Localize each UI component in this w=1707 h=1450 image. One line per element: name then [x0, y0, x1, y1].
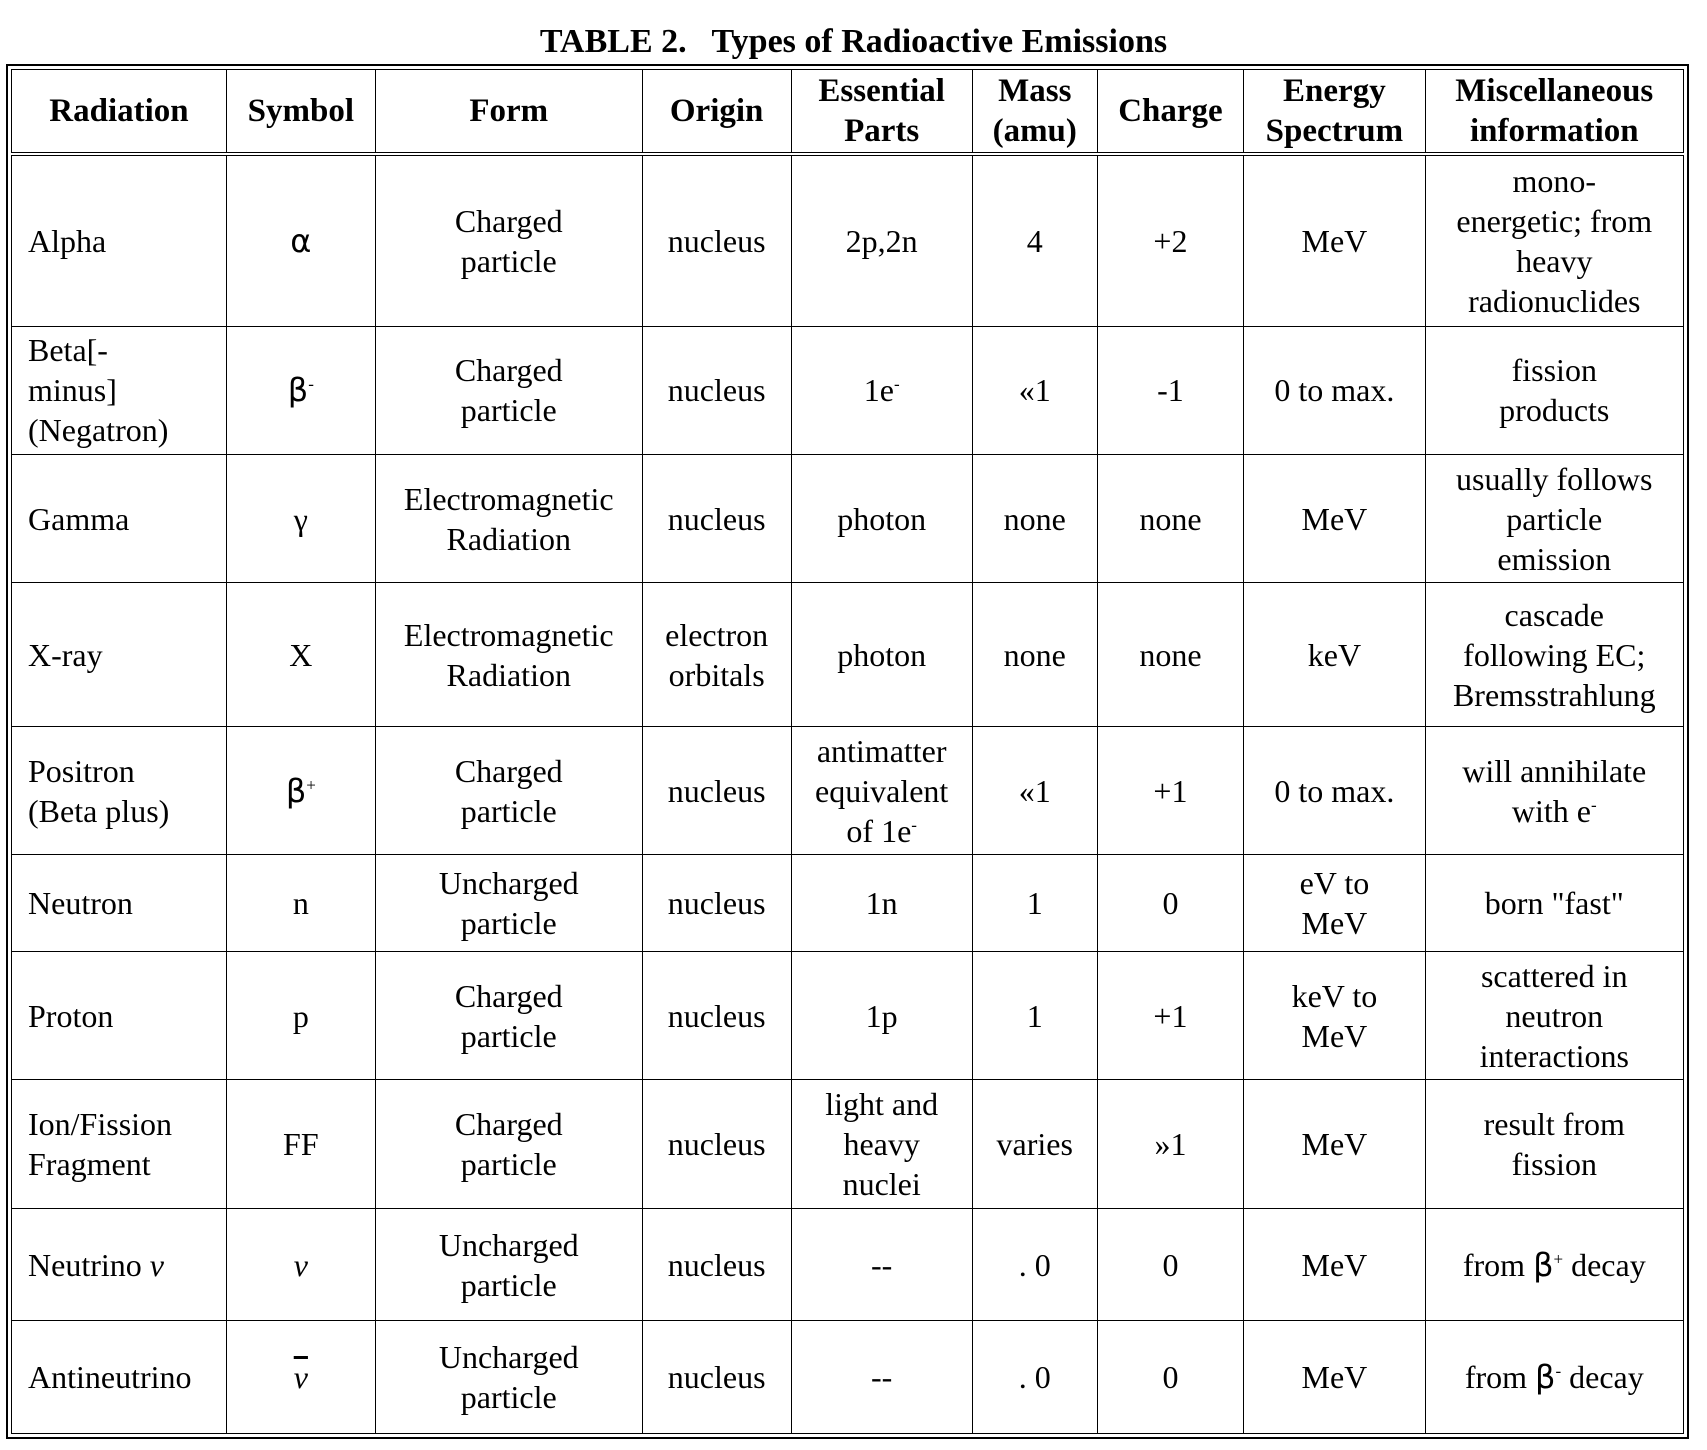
cell-charge: 0	[1097, 1208, 1244, 1321]
form-line: particle	[460, 242, 557, 279]
table-row	[12, 1208, 1684, 1321]
parts-line: 1e	[863, 372, 894, 409]
cell-misc	[1425, 455, 1683, 583]
cell-origin	[642, 154, 791, 327]
misc-line: fission	[1511, 1146, 1597, 1183]
origin-line: nucleus	[667, 372, 766, 409]
cell-energy	[1244, 726, 1425, 854]
cell-radiation	[12, 726, 227, 854]
cell-radiation	[12, 1208, 227, 1321]
cell-energy	[1244, 154, 1425, 327]
cell-essential-parts	[791, 1208, 972, 1321]
misc-line: from β- decay	[1464, 1358, 1644, 1397]
cell-mass: . 0	[972, 1208, 1097, 1321]
cell-symbol	[226, 326, 375, 454]
symbol-glyph: v	[293, 1246, 308, 1283]
header-misc-info	[1425, 70, 1683, 154]
cell-charge: none	[1097, 455, 1244, 583]
cell-essential-parts	[791, 726, 972, 854]
energy-line: eV to	[1299, 865, 1370, 902]
misc-line: Bremsstrahlung	[1452, 676, 1656, 713]
cell-symbol	[226, 855, 375, 952]
radiation-line: Proton	[28, 997, 114, 1034]
misc-line: result from	[1483, 1106, 1625, 1143]
header-essential-parts-line1: Essential	[818, 72, 945, 109]
cell-mass: . 0	[972, 1321, 1097, 1434]
symbol-glyph: X	[289, 636, 313, 673]
header-energy-line2: Spectrum	[1265, 112, 1404, 149]
cell-form	[375, 154, 642, 327]
energy-line: MeV	[1301, 905, 1368, 942]
cell-radiation	[12, 1321, 227, 1434]
misc-line: from β+ decay	[1462, 1245, 1646, 1284]
cell-energy	[1244, 455, 1425, 583]
form-line: Uncharged	[438, 1339, 579, 1376]
cell-charge: -1	[1097, 326, 1244, 454]
header-mass-line2: (amu)	[992, 112, 1077, 149]
radiation-line: Fragment	[28, 1146, 151, 1183]
misc-line: particle	[1506, 500, 1603, 537]
form-line: particle	[460, 1266, 557, 1303]
misc-line: energetic; from	[1456, 202, 1653, 239]
parts-line: nuclei	[842, 1166, 921, 1203]
form-line: Charged	[454, 202, 563, 239]
cell-mass: 1	[972, 855, 1097, 952]
table-row	[12, 326, 1684, 454]
parts-line: heavy	[843, 1126, 920, 1163]
misc-line: following EC;	[1463, 636, 1646, 673]
form-line: Radiation	[446, 656, 571, 693]
form-line: Electromagnetic	[403, 480, 614, 517]
cell-radiation	[12, 1080, 227, 1208]
cell-energy	[1244, 326, 1425, 454]
energy-line: MeV	[1301, 222, 1368, 259]
form-line: Radiation	[446, 520, 571, 557]
cell-mass: 1	[972, 951, 1097, 1079]
cell-misc	[1425, 583, 1683, 726]
parts-line: photon	[837, 636, 927, 673]
cell-energy	[1244, 951, 1425, 1079]
cell-form	[375, 726, 642, 854]
cell-charge: +2	[1097, 154, 1244, 327]
origin-line: nucleus	[667, 1246, 766, 1283]
cell-mass: none	[972, 455, 1097, 583]
origin-line: nucleus	[667, 1126, 766, 1163]
header-radiation: Radiation	[12, 70, 227, 154]
cell-radiation	[12, 154, 227, 327]
cell-charge: 0	[1097, 855, 1244, 952]
misc-line: products	[1499, 392, 1610, 429]
symbol-glyph: α	[290, 221, 312, 260]
parts-line: --	[871, 1359, 893, 1396]
cell-charge: 0	[1097, 1321, 1244, 1434]
header-charge: Charge	[1097, 70, 1244, 154]
misc-line: fission	[1511, 352, 1597, 389]
form-line: particle	[460, 392, 557, 429]
form-line: Charged	[454, 1106, 563, 1143]
cell-symbol	[226, 583, 375, 726]
cell-essential-parts	[791, 855, 972, 952]
cell-energy	[1244, 855, 1425, 952]
table-body	[12, 154, 1684, 1434]
header-row	[12, 70, 1684, 154]
cell-misc	[1425, 154, 1683, 327]
table-row	[12, 583, 1684, 726]
cell-mass: 4	[972, 154, 1097, 327]
header-essential-parts	[791, 70, 972, 154]
radiation-line: Antineutrino	[28, 1359, 192, 1396]
header-mass-line1: Mass	[998, 72, 1072, 109]
cell-form	[375, 455, 642, 583]
misc-line: mono-	[1512, 162, 1597, 199]
cell-form	[375, 1321, 642, 1434]
cell-radiation	[12, 583, 227, 726]
cell-misc	[1425, 1321, 1683, 1434]
radiation-line: (Negatron)	[28, 412, 169, 449]
radiation-line: (Beta plus)	[28, 792, 170, 829]
cell-origin	[642, 1321, 791, 1434]
cell-energy	[1244, 1080, 1425, 1208]
energy-line: 0 to max.	[1274, 372, 1395, 409]
cell-mass: varies	[972, 1080, 1097, 1208]
misc-line: cascade	[1504, 596, 1604, 633]
misc-line: usually follows	[1456, 460, 1653, 497]
table-row	[12, 1080, 1684, 1208]
form-line: Charged	[454, 752, 563, 789]
header-misc-line1: Miscellaneous	[1455, 72, 1654, 109]
cell-essential-parts	[791, 326, 972, 454]
cell-origin	[642, 583, 791, 726]
symbol-glyph: p	[292, 997, 309, 1034]
parts-line: equivalent	[815, 772, 949, 809]
cell-radiation	[12, 951, 227, 1079]
parts-superscript: -	[893, 374, 900, 394]
cell-origin	[642, 726, 791, 854]
origin-line: nucleus	[667, 1359, 766, 1396]
cell-essential-parts	[791, 1321, 972, 1434]
cell-charge: +1	[1097, 951, 1244, 1079]
cell-misc	[1425, 1208, 1683, 1321]
misc-superscript: -	[1590, 794, 1597, 814]
cell-misc	[1425, 855, 1683, 952]
form-line: particle	[460, 905, 557, 942]
origin-line: orbitals	[668, 656, 765, 693]
misc-line: emission	[1497, 540, 1612, 577]
symbol-superscript: -	[308, 374, 314, 394]
cell-essential-parts	[791, 154, 972, 327]
misc-line: neutron	[1505, 997, 1604, 1034]
cell-form	[375, 855, 642, 952]
cell-essential-parts	[791, 951, 972, 1079]
energy-line: keV	[1307, 636, 1362, 673]
cell-symbol	[226, 455, 375, 583]
misc-line: heavy	[1516, 242, 1593, 279]
parts-line: of 1e	[846, 812, 912, 849]
header-essential-parts-line2: Parts	[844, 112, 920, 149]
cell-essential-parts	[791, 455, 972, 583]
cell-form	[375, 583, 642, 726]
parts-line: 2p,2n	[845, 222, 918, 259]
cell-radiation	[12, 855, 227, 952]
symbol-glyph: γ	[293, 500, 308, 537]
radiation-line: X-ray	[28, 636, 103, 673]
header-energy-spectrum	[1244, 70, 1425, 154]
symbol-glyph: $\overline{v}$	[293, 1359, 308, 1396]
origin-line: nucleus	[667, 222, 766, 259]
header-misc-line2: information	[1469, 112, 1639, 149]
misc-line: with e	[1511, 792, 1591, 829]
cell-energy	[1244, 583, 1425, 726]
cell-form	[375, 326, 642, 454]
cell-origin	[642, 1080, 791, 1208]
cell-origin	[642, 951, 791, 1079]
cell-radiation	[12, 455, 227, 583]
form-line: particle	[460, 1017, 557, 1054]
cell-mass: «1	[972, 326, 1097, 454]
form-line: Uncharged	[438, 865, 579, 902]
cell-form	[375, 1080, 642, 1208]
cell-form	[375, 951, 642, 1079]
table-row	[12, 1321, 1684, 1434]
form-line: particle	[460, 1146, 557, 1183]
cell-symbol	[226, 1080, 375, 1208]
symbol-glyph: n	[292, 885, 309, 922]
parts-line: photon	[837, 500, 927, 537]
cell-origin	[642, 855, 791, 952]
table-row	[12, 951, 1684, 1079]
header-form: Form	[375, 70, 642, 154]
cell-symbol	[226, 1208, 375, 1321]
cell-radiation	[12, 326, 227, 454]
parts-line: antimatter	[816, 732, 947, 769]
cell-essential-parts	[791, 1080, 972, 1208]
radiation-line: Beta[-	[28, 332, 108, 369]
radiation-line: Neutrino v	[28, 1246, 164, 1283]
cell-misc	[1425, 326, 1683, 454]
cell-misc	[1425, 1080, 1683, 1208]
cell-charge: »1	[1097, 1080, 1244, 1208]
cell-mass: «1	[972, 726, 1097, 854]
form-line: Electromagnetic	[403, 616, 614, 653]
table-caption: TABLE 2. Types of Radioactive Emissions	[539, 23, 1168, 60]
radiation-line: Alpha	[28, 222, 107, 259]
energy-line: MeV	[1301, 1359, 1368, 1396]
energy-line: MeV	[1301, 1017, 1368, 1054]
parts-line: 1p	[865, 997, 898, 1034]
misc-line: interactions	[1479, 1037, 1629, 1074]
header-mass	[972, 70, 1097, 154]
cell-origin	[642, 326, 791, 454]
radiation-line: minus]	[28, 372, 117, 409]
symbol-glyph: β	[285, 771, 307, 810]
parts-line: --	[871, 1246, 893, 1283]
cell-charge: none	[1097, 583, 1244, 726]
energy-line: 0 to max.	[1274, 772, 1395, 809]
origin-line: nucleus	[667, 885, 766, 922]
emissions-table	[11, 69, 1684, 1434]
origin-line: nucleus	[667, 997, 766, 1034]
cell-form	[375, 1208, 642, 1321]
cell-essential-parts	[791, 583, 972, 726]
cell-charge: +1	[1097, 726, 1244, 854]
radiation-line: Neutron	[28, 885, 133, 922]
energy-line: MeV	[1301, 500, 1368, 537]
form-line: Charged	[454, 977, 563, 1014]
table-frame	[6, 64, 1689, 1439]
origin-line: electron	[665, 616, 769, 653]
misc-line: born "fast"	[1484, 885, 1624, 922]
form-line: particle	[460, 1379, 557, 1416]
form-line: Charged	[454, 352, 563, 389]
header-origin: Origin	[642, 70, 791, 154]
cell-symbol	[226, 726, 375, 854]
cell-misc	[1425, 726, 1683, 854]
radiation-line: Ion/Fission	[28, 1106, 173, 1143]
energy-line: keV to	[1291, 977, 1378, 1014]
header-symbol: Symbol	[226, 70, 375, 154]
table-row	[12, 855, 1684, 952]
parts-superscript: -	[911, 814, 917, 834]
misc-line: scattered in	[1480, 957, 1628, 994]
energy-line: MeV	[1301, 1246, 1368, 1283]
cell-symbol	[226, 1321, 375, 1434]
table-row	[12, 726, 1684, 854]
header-energy-line1: Energy	[1283, 72, 1386, 109]
cell-symbol	[226, 951, 375, 1079]
radiation-line: Positron	[28, 752, 135, 789]
cell-mass: none	[972, 583, 1097, 726]
table-row	[12, 154, 1684, 327]
cell-energy	[1244, 1208, 1425, 1321]
cell-symbol	[226, 154, 375, 327]
misc-line: will annihilate	[1462, 752, 1647, 789]
parts-line: light and	[825, 1086, 939, 1123]
energy-line: MeV	[1301, 1126, 1368, 1163]
symbol-glyph: FF	[283, 1126, 319, 1163]
form-line: particle	[460, 792, 557, 829]
symbol-glyph: β	[287, 371, 309, 410]
cell-origin	[642, 1208, 791, 1321]
cell-energy	[1244, 1321, 1425, 1434]
cell-misc	[1425, 951, 1683, 1079]
form-line: Uncharged	[438, 1226, 579, 1263]
table-row	[12, 455, 1684, 583]
symbol-superscript: +	[306, 774, 316, 794]
cell-origin	[642, 455, 791, 583]
origin-line: nucleus	[667, 500, 766, 537]
origin-line: nucleus	[667, 772, 766, 809]
parts-line: 1n	[865, 885, 898, 922]
radiation-line: Gamma	[28, 500, 130, 537]
misc-line: radionuclides	[1468, 282, 1641, 319]
